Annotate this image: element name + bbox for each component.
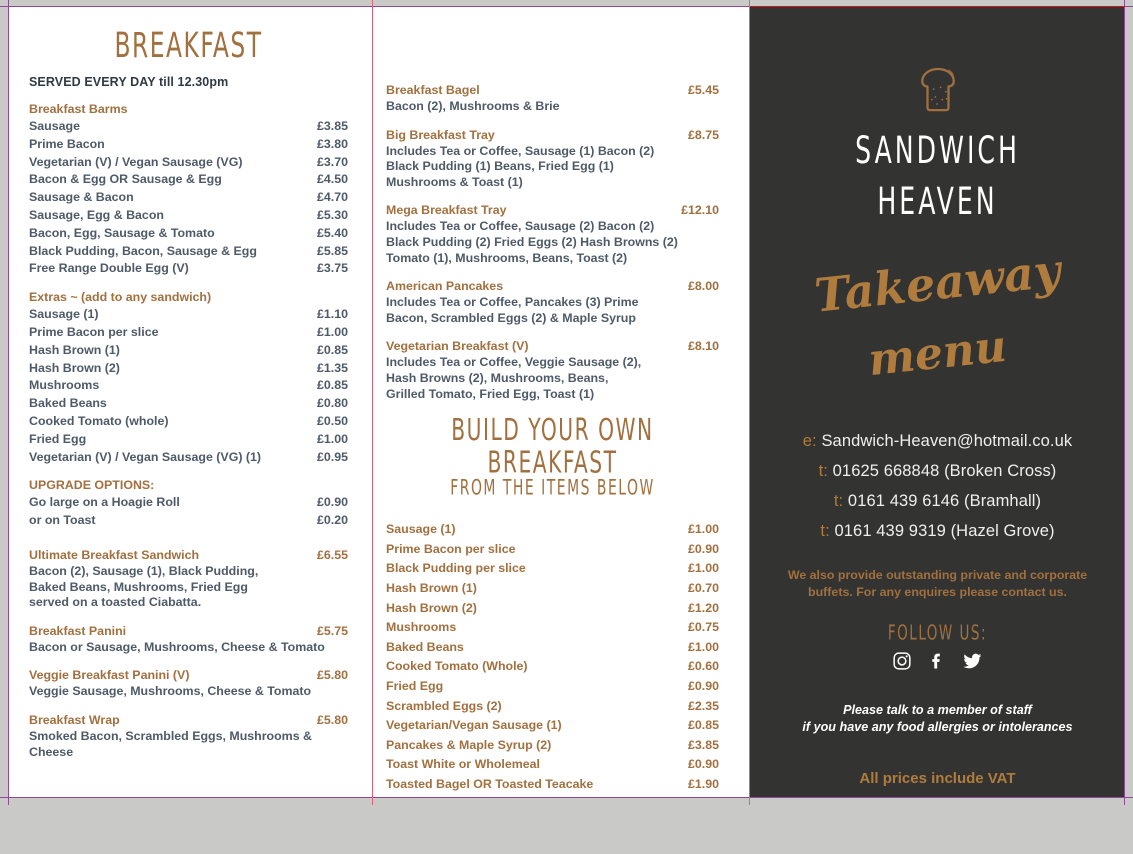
menu-item-name: Black Pudding, Bacon, Sausage & Egg	[29, 243, 257, 258]
menu-item-name: Mushrooms	[29, 378, 100, 393]
breakfast-barms-group	[29, 102, 348, 278]
contact-value: 01625 668848 (Broken Cross)	[832, 462, 1057, 481]
spacer	[29, 700, 348, 713]
special-item-name: Breakfast Bagel	[386, 83, 480, 97]
byo-item-price: £0.90	[687, 678, 719, 693]
spacer	[29, 466, 348, 478]
special-item-description: Mushrooms & Toast (1)	[386, 174, 523, 189]
bread-slice-icon	[910, 62, 966, 118]
menu-item-price: £4.50	[316, 172, 348, 187]
special-item-heading	[29, 624, 348, 638]
contact-value: Sandwich-Heaven@hotmail.co.uk	[821, 432, 1073, 451]
menu-item-name: Bacon, Egg, Sausage & Tomato	[29, 225, 215, 240]
byo-title-line1: BUILD YOUR OWN BREAKFAST	[451, 413, 654, 481]
menu-item-row	[29, 449, 348, 467]
byo-item-price: £0.90	[687, 541, 719, 556]
contact-value: 0161 439 6146 (Bramhall)	[847, 492, 1042, 511]
buffet-line-2: buffets. For any enquires please contact us.	[808, 584, 1067, 599]
special-item-description: Black Pudding (2) Fried Eggs (2) Hash Browns (2)	[386, 234, 678, 249]
spacer	[29, 278, 348, 290]
special-item-description: Tomato (1), Mushrooms, Beans, Toast (2)	[386, 250, 628, 265]
takeaway-line-1: Takeaway	[811, 243, 1064, 323]
byo-item-name: Black Pudding per slice	[386, 561, 526, 576]
special-item-name: American Pancakes	[386, 279, 504, 294]
special-item-description: Smoked Bacon, Scrambled Eggs, Mushrooms & Cheese	[29, 728, 312, 759]
byo-item-name: Vegetarian/Vegan Sausage (1)	[386, 718, 562, 733]
menu-item-row	[29, 431, 348, 449]
menu-item-price: £0.90	[316, 495, 348, 510]
menu-item-price: £3.75	[316, 261, 348, 276]
allergy-line-1: Please talk to a member of staff	[843, 703, 1032, 718]
upgrade-items-list	[29, 494, 348, 530]
menu-item-price: £1.10	[316, 307, 348, 322]
special-item-name: Veggie Breakfast Panini (V)	[29, 668, 190, 683]
byo-title-line2: FROM THE ITEMS BELOW	[450, 475, 655, 501]
special-item-description: Bacon, Scrambled Eggs (2) & Maple Syrup	[386, 310, 636, 325]
special-item-description: served on a toasted Ciabatta.	[29, 595, 202, 610]
byo-item-price: £1.90	[687, 776, 719, 791]
byo-item-price: £0.60	[687, 659, 719, 674]
byo-item-row	[386, 540, 719, 560]
menu-item-name: Hash Brown (1)	[29, 342, 120, 357]
menu-item-price: £5.85	[316, 243, 348, 258]
special-item-heading	[386, 339, 719, 353]
special-item-description: Bacon (2), Sausage (1), Black Pudding,	[29, 563, 259, 578]
spacer	[29, 655, 348, 668]
special-item-price: £8.00	[687, 279, 719, 294]
byo-item-name: Hash Brown (2)	[386, 600, 477, 615]
special-item-heading	[386, 128, 719, 142]
special-item-description: Hash Browns (2), Mushrooms, Beans,	[386, 370, 609, 385]
menu-item-price: £3.85	[316, 119, 348, 133]
menu-item-price: £0.80	[316, 396, 348, 411]
menu-item-row	[29, 395, 348, 413]
byo-item-row	[386, 657, 719, 677]
menu-item-row	[29, 342, 348, 360]
byo-item-name: Baked Beans	[386, 639, 464, 654]
brand-wordmark	[750, 128, 1125, 224]
menu-item-price: £1.00	[316, 324, 348, 339]
contact-key: t:	[833, 492, 848, 511]
extras-items-list	[29, 306, 348, 466]
menu-item-row	[29, 413, 348, 431]
byo-item-name: Prime Bacon per slice	[386, 541, 516, 556]
byo-item-row	[386, 618, 719, 638]
menu-item-row	[29, 243, 348, 261]
menu-item-name: or on Toast	[29, 513, 96, 528]
brand-panel-top-trim	[750, 6, 1125, 7]
spacer	[386, 502, 719, 520]
special-item-name: Mega Breakfast Tray	[386, 203, 507, 218]
menu-item-price: £1.35	[316, 360, 348, 375]
buffet-note	[784, 567, 1091, 600]
brand-line-2: HEAVEN	[877, 178, 998, 224]
special-item-name: Big Breakfast Tray	[386, 127, 495, 142]
byo-item-row	[386, 599, 719, 619]
byo-item-name: Fried Egg	[386, 678, 444, 693]
menu-item-price: £0.20	[316, 513, 348, 528]
special-item-description: Veggie Sausage, Mushrooms, Cheese & Tomato	[29, 684, 312, 699]
menu-item-price: £1.00	[316, 431, 348, 446]
extras-group	[29, 290, 348, 466]
spacer	[386, 115, 719, 128]
menu-item-price: £4.70	[316, 190, 348, 205]
menu-item-price: £3.70	[316, 154, 348, 169]
contact-key: t:	[820, 522, 835, 541]
contact-key: e:	[802, 432, 822, 451]
special-item-heading	[386, 203, 719, 217]
special-item-description: Includes Tea or Coffee, Sausage (2) Bacon (2)	[386, 219, 655, 234]
left-column-panel	[8, 6, 370, 798]
byo-item-row	[386, 677, 719, 697]
facebook-icon[interactable]	[927, 651, 947, 671]
spacer	[386, 190, 719, 203]
special-item-price: £6.55	[316, 547, 348, 562]
byo-item-price: £1.00	[687, 639, 719, 654]
menu-item-name: Sausage & Bacon	[29, 190, 134, 205]
menu-item-row	[29, 494, 348, 512]
byo-item-row	[386, 716, 719, 736]
special-item-price: £8.10	[687, 339, 719, 354]
menu-item-name: Bacon & Egg OR Sausage & Egg	[29, 172, 222, 187]
barms-items-list	[29, 118, 348, 278]
contact-block	[750, 426, 1125, 546]
special-item-description: Bacon or Sausage, Mushrooms, Cheese & Tomato	[29, 639, 325, 654]
byo-item-price: £0.90	[687, 757, 719, 772]
menu-item-row	[29, 118, 348, 136]
vat-notice: All prices include VAT	[859, 769, 1016, 787]
byo-item-name: Cooked Tomato (Whole)	[386, 659, 528, 674]
menu-item-name: Sausage (1)	[29, 307, 99, 322]
special-item-heading	[29, 668, 348, 682]
special-item-price: £5.80	[316, 712, 348, 727]
middle-specials-list	[386, 83, 719, 402]
menu-item-name: Sausage	[29, 119, 80, 133]
twitter-icon[interactable]	[962, 651, 983, 671]
middle-column-panel	[370, 6, 750, 798]
special-item-name: Breakfast Wrap	[29, 712, 120, 727]
menu-item-price: £5.30	[316, 207, 348, 222]
takeaway-line-2: menu	[865, 320, 1009, 387]
served-subtitle: SERVED EVERY DAY till 12.30pm	[29, 75, 229, 89]
special-item-heading	[29, 548, 348, 562]
special-item-price: £5.45	[687, 83, 719, 97]
byo-item-name: Pancakes & Maple Syrup (2)	[386, 737, 552, 752]
special-item-heading	[29, 713, 348, 727]
byo-item-name: Hash Brown (1)	[386, 580, 477, 595]
byo-item-price: £0.85	[687, 718, 719, 733]
special-item-price: £5.80	[316, 668, 348, 683]
special-item-description: Includes Tea or Coffee, Pancakes (3) Prime	[386, 295, 639, 310]
section-heading-upgrade: UPGRADE OPTIONS:	[29, 478, 155, 493]
menu-item-price: £0.85	[316, 342, 348, 357]
special-item-price: £5.75	[316, 623, 348, 638]
spacer	[386, 326, 719, 339]
menu-item-name: Prime Bacon per slice	[29, 324, 159, 339]
byo-item-row	[386, 775, 719, 795]
special-item-name: Vegetarian Breakfast (V)	[386, 339, 529, 354]
menu-item-price: £3.80	[316, 136, 348, 151]
byo-item-name: Toast White or Wholemeal	[386, 757, 540, 772]
byo-item-row	[386, 520, 719, 540]
menu-item-price: £0.50	[316, 413, 348, 428]
byo-item-price: £3.85	[687, 737, 719, 752]
menu-item-price: £5.40	[316, 225, 348, 240]
byo-item-price: £1.00	[687, 522, 719, 537]
special-item-name: Ultimate Breakfast Sandwich	[29, 547, 200, 562]
contact-line[interactable]	[750, 456, 1125, 486]
section-heading-barms: Breakfast Barms	[29, 102, 128, 116]
special-item-price: £12.10	[681, 203, 719, 218]
left-specials-list	[29, 548, 348, 760]
byo-item-row	[386, 697, 719, 717]
spacer	[386, 266, 719, 279]
menu-item-row	[29, 154, 348, 172]
menu-item-price: £0.85	[316, 378, 348, 393]
menu-item-row	[29, 306, 348, 324]
brand-panel	[750, 6, 1125, 798]
social-links	[750, 651, 1125, 671]
menu-item-name: Free Range Double Egg (V)	[29, 261, 189, 276]
menu-item-row	[29, 136, 348, 154]
build-your-own-heading	[386, 413, 719, 501]
byo-item-row	[386, 579, 719, 599]
menu-item-name: Go large on a Hoagie Roll	[29, 495, 180, 510]
allergy-notice	[780, 702, 1095, 736]
byo-item-price: £0.70	[687, 580, 719, 595]
contact-line[interactable]	[750, 486, 1125, 516]
special-item-description: Grilled Tomato, Fried Egg, Toast (1)	[386, 386, 595, 401]
menu-item-name: Cooked Tomato (whole)	[29, 413, 169, 428]
spacer	[29, 611, 348, 624]
byo-item-name: Sausage (1)	[386, 522, 456, 537]
spacer	[386, 21, 719, 83]
menu-item-row	[29, 189, 348, 207]
byo-item-row	[386, 736, 719, 756]
menu-item-row	[29, 207, 348, 225]
menu-item-row	[29, 171, 348, 189]
contact-line[interactable]	[750, 426, 1125, 456]
byo-item-price: £1.00	[687, 561, 719, 576]
byo-item-price: £1.20	[687, 600, 719, 615]
special-item-price: £8.75	[687, 127, 719, 142]
menu-item-name: Hash Brown (2)	[29, 360, 120, 375]
menu-item-row	[29, 512, 348, 530]
byo-items-list	[386, 520, 719, 794]
menu-item-row	[29, 260, 348, 278]
special-item-description: Black Pudding (1) Beans, Fried Egg (1)	[386, 159, 614, 174]
menu-item-name: Vegetarian (V) / Vegan Sausage (VG)	[29, 154, 243, 169]
spacer	[29, 530, 348, 548]
byo-item-row	[386, 638, 719, 658]
byo-item-name: Mushrooms	[386, 620, 457, 635]
special-item-description: Includes Tea or Coffee, Veggie Sausage (2),	[386, 355, 642, 370]
brand-line-1: SANDWICH	[855, 128, 1020, 173]
byo-item-row	[386, 755, 719, 775]
special-item-heading	[386, 83, 719, 97]
special-item-description: Bacon (2), Mushrooms & Brie	[386, 99, 560, 113]
byo-item-row	[386, 559, 719, 579]
special-item-description: Includes Tea or Coffee, Sausage (1) Bacon (2)	[386, 143, 655, 158]
menu-item-row	[29, 225, 348, 243]
menu-item-name: Vegetarian (V) / Vegan Sausage (VG) (1)	[29, 449, 262, 464]
instagram-icon[interactable]	[892, 651, 912, 671]
byo-item-price: £2.35	[687, 698, 719, 713]
contact-key: t:	[818, 462, 833, 481]
menu-item-row	[29, 324, 348, 342]
allergy-line-2: if you have any food allergies or intolerances	[802, 720, 1073, 735]
contact-value: 0161 439 9319 (Hazel Grove)	[834, 522, 1055, 541]
byo-item-name: Scrambled Eggs (2)	[386, 698, 502, 713]
takeaway-script	[750, 243, 1125, 387]
follow-us-label: FOLLOW US:	[887, 621, 988, 646]
byo-item-price: £0.75	[687, 620, 719, 635]
section-heading-extras: Extras ~ (add to any sandwich)	[29, 290, 212, 305]
menu-item-price: £0.95	[316, 449, 348, 464]
menu-item-name: Fried Egg	[29, 431, 87, 446]
special-item-description: Baked Beans, Mushrooms, Fried Egg	[29, 579, 248, 594]
menu-item-row	[29, 377, 348, 395]
menu-item-name: Prime Bacon	[29, 136, 105, 151]
buffet-line-1: We also provide outstanding private and corporate	[787, 568, 1088, 583]
menu-item-name: Sausage, Egg & Bacon	[29, 207, 164, 222]
menu-item-row	[29, 360, 348, 378]
contact-line[interactable]	[750, 516, 1125, 546]
special-item-heading	[386, 279, 719, 293]
special-item-name: Breakfast Panini	[29, 623, 127, 638]
menu-item-name: Baked Beans	[29, 396, 107, 411]
byo-item-name: Toasted Bagel OR Toasted Teacake	[386, 776, 594, 791]
page-title: BREAKFAST	[114, 25, 263, 67]
upgrade-group	[29, 478, 348, 530]
